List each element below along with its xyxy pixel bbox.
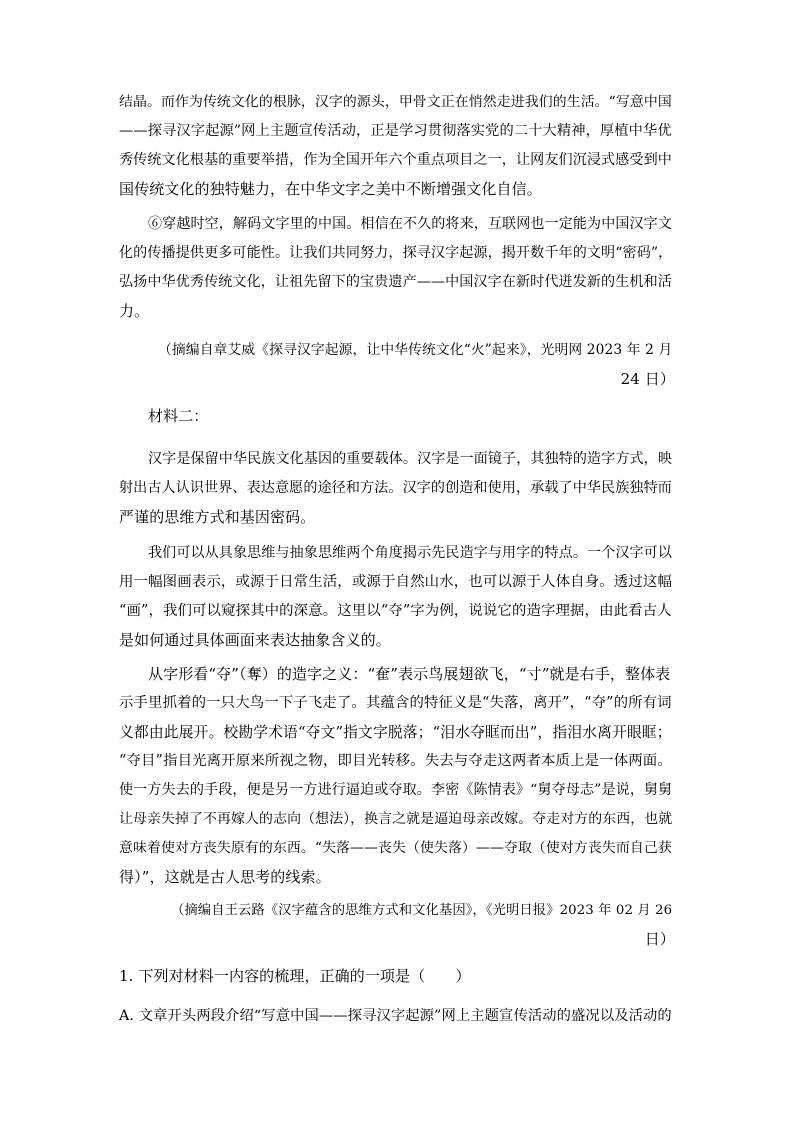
text-line: 义都由此展开。校勘学术语“夺文”指文字脱落；“泪水夺眶而出”，指泪水离开眼眶； xyxy=(119,724,672,741)
question-1 xyxy=(119,962,675,991)
text-line: ——探寻汉字起源”网上主题宣传活动，正是学习贯彻落实党的二十大精神，厚植中华优 xyxy=(119,123,672,139)
text-line: 让母亲失掉了不再嫁人的志向（想法），换言之就是逼迫母亲改嫁。夺走对方的东西，也就 xyxy=(119,811,673,827)
text-line: 使一方失去的手段，便是另一方进行逼迫或夺取。李密《陈情表》“舅夺母志”是说，舅舅 xyxy=(119,782,673,798)
option-a xyxy=(119,1002,675,1031)
text-line: 日） xyxy=(644,930,675,948)
text-line: 秀传统文化根基的重要举措，作为全国开年六个重点项目之一，让网友们沉浸式感受到中 xyxy=(119,152,672,168)
paragraph-6-time-travel xyxy=(119,210,675,326)
text-line: 结晶。而作为传统文化的根脉，汉字的源头，甲骨文正在悄然走进我们的生活。“写意中国 xyxy=(119,94,672,110)
text-line: ⑥穿越时空，解码文字里的中国。相信在不久的将来，互联网也一定能为中国汉字文 xyxy=(148,216,673,232)
text-line: 汉字是保留中华民族文化基因的重要载体。汉字是一面镜子，其独特的造字方式，映 xyxy=(148,451,673,467)
text-line: 示手里抓着的一只大鸟一下子飞走了。其蕴含的特征义是“失落，离开”，“夺”的所有词 xyxy=(119,695,672,711)
text-line: 是如何通过具体画面来表达抽象含义的。 xyxy=(119,631,391,649)
source-citation-material-1 xyxy=(119,336,675,394)
text-line: “画”，我们可以窥探其中的深意。这里以“夺”字为例，说说它的造字理据，由此看古人 xyxy=(119,603,672,619)
option-text: A. 文章开头两段介绍“写意中国——探寻汉字起源”网上主题宣传活动的盛况以及活动的 xyxy=(119,1008,672,1024)
material-2-heading xyxy=(119,402,675,431)
text-line: 严谨的思维方式和基因密码。 xyxy=(119,508,316,526)
text-line: 意味着使对方丧失原有的东西。“失落——丧失（使失落）——夺取（使对方丧失而自己获 xyxy=(119,840,672,856)
text-line: 我们可以从具象思维与抽象思维两个角度揭示先民造字与用字的特点。一个汉字可以 xyxy=(148,545,673,561)
paragraph-hanzi-carrier xyxy=(119,445,675,532)
paragraph-concrete-abstract xyxy=(119,539,675,655)
section-heading: 材料二： xyxy=(148,407,209,425)
text-line: 用一幅图画表示，或源于日常生活，或源于自然山水，也可以源于人体自身。透过这幅 xyxy=(119,574,673,590)
question-text: 1. 下列对材料一内容的梳理，正确的一项是（ ） xyxy=(119,967,471,985)
text-line: 弘扬中华优秀传统文化，让祖先留下的宝贵遗产——中国汉字在新时代迸发新的生机和活 xyxy=(119,274,672,290)
text-line: 化的传播提供更多可能性。让我们共同努力，探寻汉字起源，揭开数千年的文明“密码”， xyxy=(119,245,673,261)
text-line: 力。 xyxy=(119,302,150,320)
text-line: “夺目”指目光离开原来所视之物，即目光转移。失去与夺走这两者本质上是一体两面。 xyxy=(119,753,672,769)
text-line: 射出古人认识世界、表达意愿的途径和方法。汉字的创造和使用，承载了中华民族独特而 xyxy=(119,480,672,496)
text-line: 24 日） xyxy=(620,370,675,388)
text-line: （摘编自王云路《汉字蕴含的思维方式和文化基因》，《光明日报》2023 年 02 月 26 xyxy=(171,903,673,918)
paragraph-cultural-confidence xyxy=(119,88,675,204)
text-line: 得）”，这就是古人思考的线索。 xyxy=(119,868,331,886)
source-citation-material-2 xyxy=(119,896,675,954)
text-line: （摘编自章艾威《探寻汉字起源，让中华传统文化“火”起来》，光明网 2023 年 2 月 xyxy=(158,342,673,358)
paragraph-duo-character xyxy=(119,660,675,892)
text-line: 从字形看“夺”（奪）的造字之义：“奞”表示鸟展翅欲飞，“寸”就是右手，整体表 xyxy=(148,665,671,683)
text-line: 国传统文化的独特魅力，在中华文字之美中不断增强文化自信。 xyxy=(119,180,542,198)
